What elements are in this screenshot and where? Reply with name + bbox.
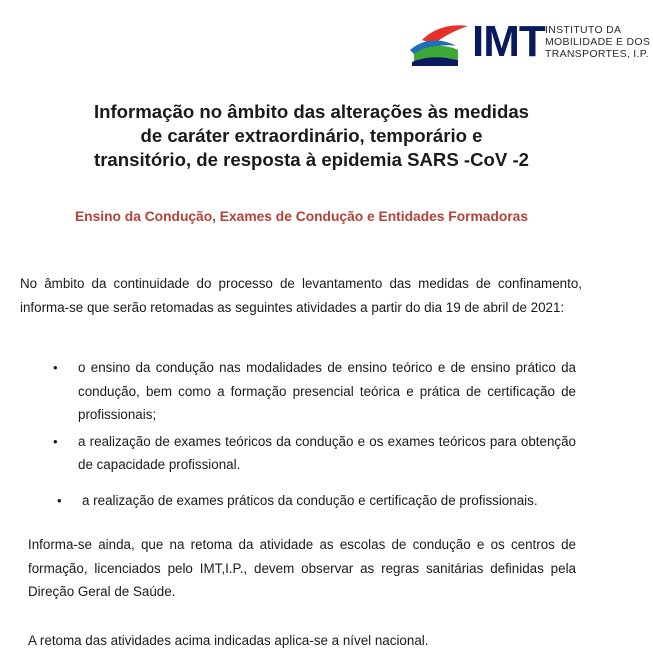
list-item <box>0 356 576 427</box>
logo-sub-line: MOBILIDADE E DOS <box>545 36 651 48</box>
title-line: Informação no âmbito das alterações às medidas <box>93 101 530 122</box>
imt-logo-mark-icon <box>408 20 470 66</box>
national-scope-paragraph: A retoma das atividades acima indicadas aplica-se a nível nacional. <box>28 633 429 648</box>
list-item <box>0 430 576 477</box>
imt-logo <box>408 14 651 72</box>
logo-sub-line: INSTITUTO DA <box>545 24 622 36</box>
logo-sub-line: TRANSPORTES, I.P. <box>545 48 649 60</box>
sanitary-rules-paragraph: Informa-se ainda, que na retoma da atividade as escolas de condução e os centros de formação, licenciados pelo IMT,I.P., devem observar as regras sanitárias definidas pela Direção Geral de Saúde. <box>28 537 576 599</box>
logo-wordmark: IMT <box>472 17 545 66</box>
intro-paragraph: No âmbito da continuidade do processo de levantamento das medidas de confinamento, informa-se que serão retomadas as seguintes atividades a partir do dia 19 de abril de 2021: <box>20 276 582 315</box>
logo-subtitle <box>545 24 650 60</box>
document-subtitle: Ensino da Condução, Exames de Condução e Entidades Formadoras <box>74 209 529 224</box>
activities-list <box>0 356 600 512</box>
list-item-text: o ensino da condução nas modalidades de ensino teórico e de ensino prático da condução, bem como a formação presencial teórica e prática de certificação de profissionais; <box>78 360 576 422</box>
title-line: transitório, de resposta à epidemia SARS -CoV -2 <box>94 149 529 170</box>
list-item-text: a realização de exames práticos da condução e certificação de profissionais. <box>82 492 538 508</box>
bullet-icon: • <box>53 360 58 375</box>
list-item-text: a realização de exames teóricos da condução e os exames teóricos para obtenção de capacidade profissional. <box>78 433 576 472</box>
document-title <box>20 100 603 172</box>
list-item <box>0 489 576 513</box>
title-line: de caráter extraordinário, temporário e <box>140 125 483 146</box>
bullet-icon: • <box>57 492 62 508</box>
bullet-icon: • <box>53 433 58 449</box>
